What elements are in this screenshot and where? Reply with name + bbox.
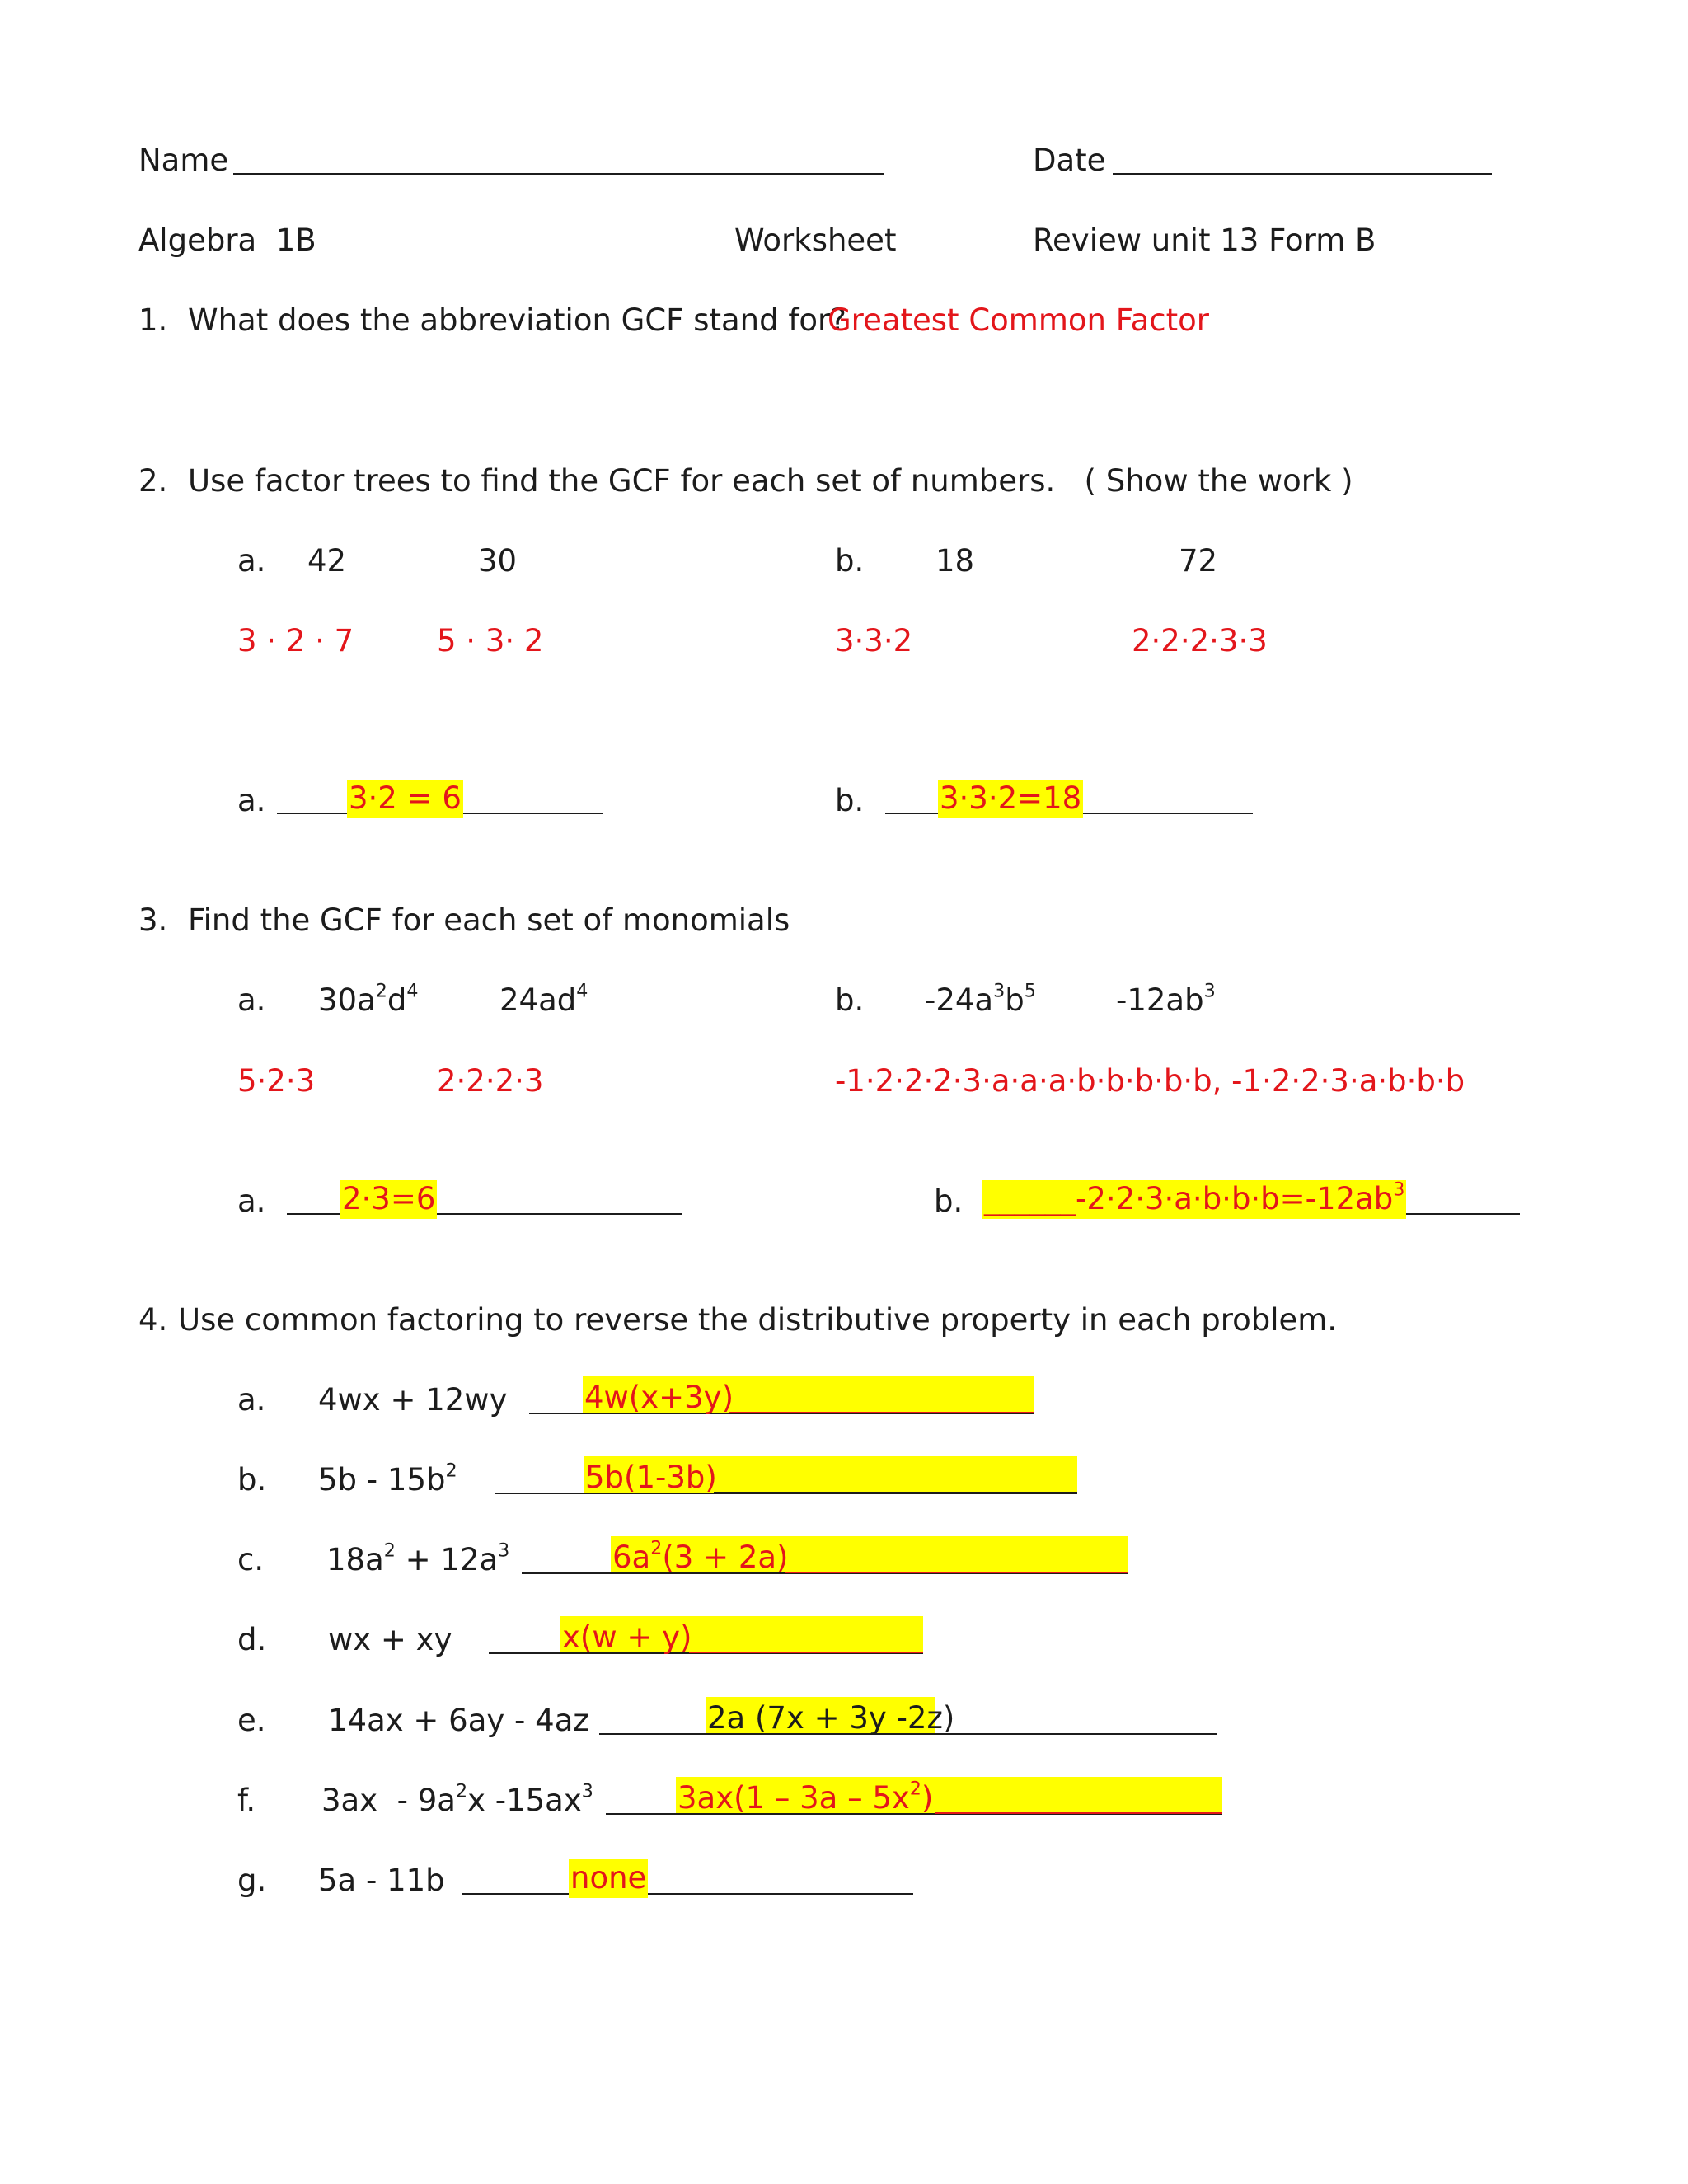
course-label: Algebra 1B: [138, 223, 316, 258]
q3-a-label: a.: [237, 982, 266, 1018]
q4-number: 4.: [138, 1302, 168, 1338]
q2-number: 2.: [138, 463, 168, 499]
q4-f-label: f.: [237, 1783, 256, 1818]
name-line[interactable]: [233, 173, 884, 175]
q2-b-number-2: 72: [1179, 543, 1218, 579]
q2-text: Use factor trees to find the GCF for each set of numbers. ( Show the work ): [188, 463, 1353, 499]
date-line[interactable]: [1113, 173, 1492, 175]
q4-text: Use common factoring to reverse the distributive property in each problem.: [178, 1302, 1338, 1338]
q4-c-answer: $6a^2(3 + 2a)$: [612, 1537, 789, 1575]
page-subtitle: Review unit 13 Form B: [1033, 223, 1376, 258]
q4-g-problem: 5a - 11b: [318, 1863, 445, 1898]
name-label: Name: [138, 143, 229, 178]
q1-text: What does the abbreviation GCF stand for?: [188, 302, 846, 338]
q4-c-answer-underline: [785, 1572, 1128, 1573]
q4-f-answer: $3ax(1 - 3a - 5x^2)$: [678, 1778, 934, 1816]
q4-e-problem: 14ax + 6ay - 4az: [328, 1703, 589, 1738]
q4-a-problem: 4wx + 12wy: [318, 1382, 508, 1418]
q4-g-label: g.: [237, 1863, 267, 1898]
worksheet-label: Worksheet: [734, 223, 897, 258]
q4-a-answer-underline: [729, 1412, 1034, 1413]
q4-d-answer: x(w + y): [562, 1619, 692, 1655]
q1-number: 1.: [138, 302, 168, 338]
q2-b-label: b.: [835, 543, 865, 579]
q3-b-factors: -1·2·2·2·3·a·a·a·b·b·b·b·b, -1·2·2·3·a·b·b·b: [835, 1063, 1465, 1099]
q4-g-answer-line[interactable]: [462, 1893, 913, 1895]
q2-b-number-1: 18: [935, 543, 975, 579]
q3-a-factors-1: 5·2·3: [237, 1063, 316, 1099]
q4-f-problem: $3ax - 9a^2x$ $-15ax^3$: [321, 1780, 593, 1818]
q3-a-answer: 2·3=6: [340, 1180, 437, 1219]
q3-a-factors-2: 2·2·2·3: [437, 1063, 544, 1099]
q2-a-factors-1: 3 · 2 · 7: [237, 623, 354, 658]
q3-text: Find the GCF for each set of monomials: [188, 902, 790, 938]
q3-b-answer-label: b.: [934, 1183, 964, 1219]
q4-b-answer: 5b(1-3b): [585, 1460, 717, 1495]
q4-c-problem: $18a^2 + 12a^3$: [326, 1540, 510, 1577]
q1-answer: Greatest Common Factor: [828, 302, 1209, 338]
q4-g-answer: none: [569, 1859, 648, 1898]
q4-a-label: a.: [237, 1382, 266, 1418]
q4-b-answer-underline: [714, 1492, 1077, 1493]
q2-a-number-2: 30: [478, 543, 518, 579]
q3-b-monomial-2: $-12ab^3$: [1116, 980, 1216, 1018]
q4-d-answer-underline: [689, 1652, 923, 1653]
q4-d-problem: wx + xy: [328, 1622, 452, 1657]
q3-b-answer: $\_\_\_\_\_\_-2\cdot 2\cdot 3\cdot a\cdot b\cdot b\cdot b=-12ab^3$: [982, 1180, 1406, 1219]
q4-e-answer: 2a (7x + 3y -2z): [707, 1700, 955, 1736]
q2-b-answer: 3·3·2=18: [938, 780, 1083, 818]
q2-b-answer-label: b.: [835, 783, 865, 818]
q2-a-answer-label: a.: [237, 783, 266, 818]
q2-a-answer: 3·2 = 6: [347, 780, 463, 818]
q3-a-monomial-2: $24ad^4$: [499, 980, 588, 1018]
q3-b-label: b.: [835, 982, 865, 1018]
q3-number: 3.: [138, 902, 168, 938]
q4-b-label: b.: [237, 1462, 267, 1497]
q3-b-monomial-1: $-24a^3b^5$: [925, 980, 1036, 1018]
q4-c-label: c.: [237, 1542, 265, 1577]
q2-a-factors-2: 5 · 3· 2: [437, 623, 544, 658]
q4-a-answer: 4w(x+3y): [584, 1380, 734, 1415]
q2-a-label: a.: [237, 543, 266, 579]
q4-f-answer-underline: [935, 1812, 1222, 1814]
q3-a-monomial-1: $30a^2d^4$: [318, 980, 419, 1018]
q2-b-factors-1: 3·3·2: [835, 623, 913, 658]
q2-a-number-1: 42: [307, 543, 347, 579]
q2-b-factors-2: 2·2·2·3·3: [1132, 623, 1268, 658]
q4-d-label: d.: [237, 1622, 267, 1657]
q4-e-label: e.: [237, 1703, 266, 1738]
q3-a-answer-label: a.: [237, 1183, 266, 1219]
q4-b-problem: $5b - 15b^2$: [318, 1460, 457, 1497]
date-label: Date: [1033, 143, 1106, 178]
